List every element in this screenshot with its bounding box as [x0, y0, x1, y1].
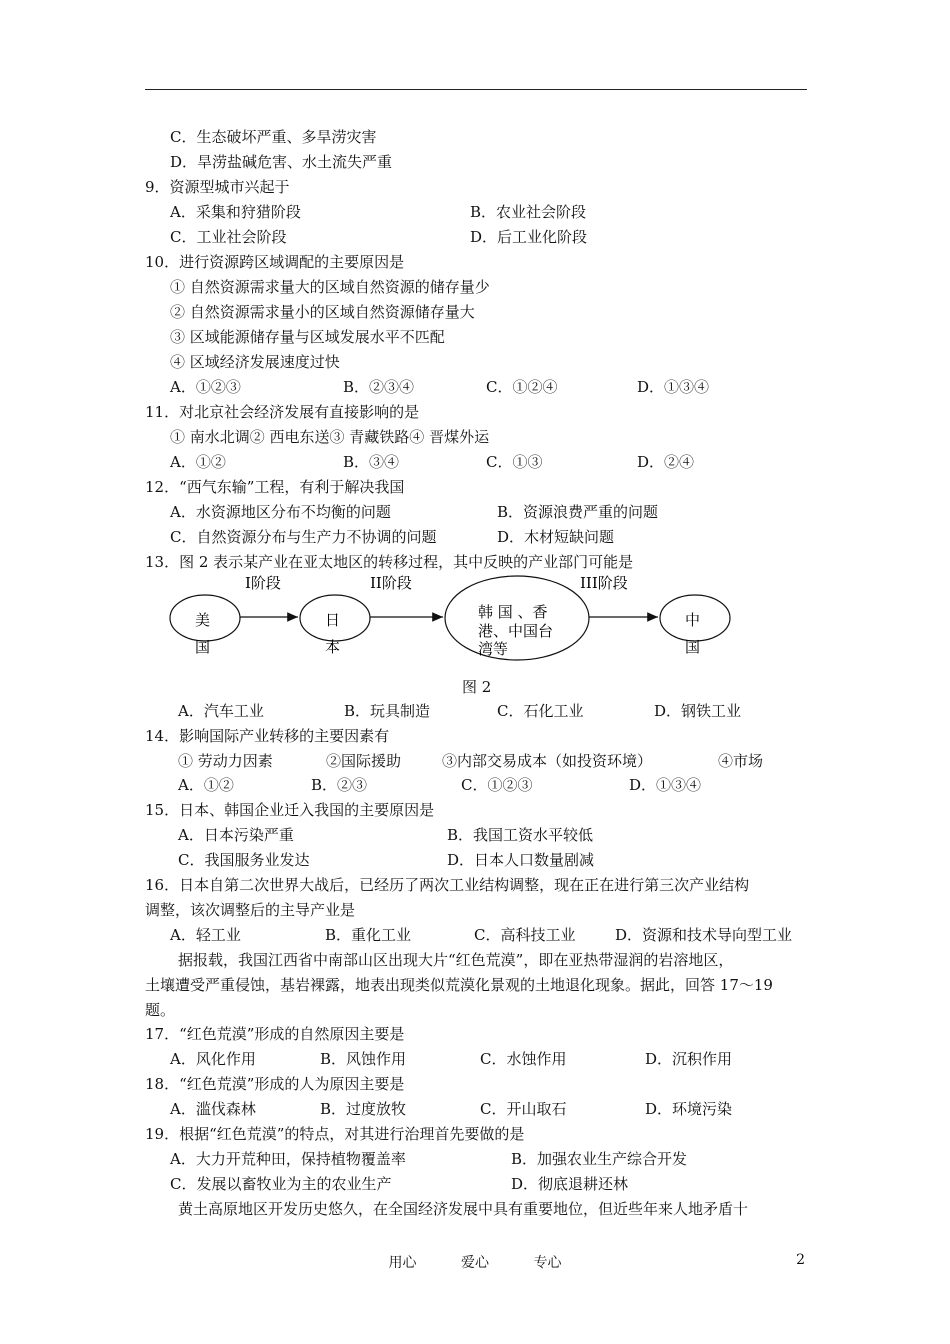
text-line: B．过度放牧: [320, 1100, 407, 1118]
node-east-asia-label-2: 港、中国台: [478, 622, 554, 640]
figure-caption: 图 2: [462, 678, 492, 696]
text-line: 题。: [145, 1001, 176, 1019]
text-line: D．彻底退耕还林: [511, 1175, 629, 1193]
text-line: D．后工业化阶段: [470, 228, 588, 246]
text-line: 调整，该次调整后的主导产业是: [145, 901, 356, 919]
text-line: 黄土高原地区开发历史悠久，在全国经济发展中具有重要地位，但近些年来人地矛盾十: [178, 1200, 749, 1218]
text-line: D．①③④: [629, 776, 702, 794]
text-line: ②国际援助: [326, 752, 402, 770]
text-line: B．③④: [343, 453, 400, 471]
text-line: 14．影响国际产业转移的主要因素有: [145, 727, 390, 745]
page-footer: [0, 1252, 950, 1272]
text-line: ① 南水北调② 西电东送③ 青藏铁路④ 晋煤外运: [170, 428, 490, 446]
node-east-asia-label-1: 韩 国 、香: [478, 603, 548, 621]
node-usa-label-2: 国: [195, 638, 211, 656]
text-line: 13．图 2 表示某产业在亚太地区的转移过程，其中反映的产业部门可能是: [145, 553, 634, 571]
text-line: C．高科技工业: [474, 926, 576, 944]
text-line: D．环境污染: [645, 1100, 733, 1118]
text-line: A．大力开荒种田，保持植物覆盖率: [170, 1150, 406, 1168]
text-line: C．①②④: [486, 378, 558, 396]
text-line: D．①③④: [637, 378, 710, 396]
text-line: C．①②③: [461, 776, 533, 794]
text-line: A．①②③: [170, 378, 241, 396]
text-line: A．①②: [170, 453, 226, 471]
text-line: 12．“西气东输”工程，有利于解决我国: [145, 478, 405, 496]
text-line: ③内部交易成本（如投资环境）: [442, 752, 653, 770]
text-line: D．②④: [637, 453, 695, 471]
text-line: B．资源浪费严重的问题: [497, 503, 659, 521]
text-line: A．日本污染严重: [178, 826, 294, 844]
node-usa-label-1: 美: [195, 611, 211, 629]
page-number: 2: [796, 1252, 805, 1268]
text-line: 17．“红色荒漠”形成的自然原因主要是: [145, 1025, 405, 1043]
text-line: D．日本人口数量剧减: [447, 851, 595, 869]
text-line: 15．日本、韩国企业迁入我国的主要原因是: [145, 801, 435, 819]
text-line: ④ 区域经济发展速度过快: [170, 353, 340, 371]
node-japan-label-1: 日: [325, 611, 341, 629]
text-line: C．自然资源分布与生产力不协调的问题: [170, 528, 437, 546]
text-line: ③ 区域能源储存量与区域发展水平不匹配: [170, 328, 445, 346]
text-line: C．工业社会阶段: [170, 228, 287, 246]
footer-text-1: 用心: [388, 1255, 417, 1271]
text-line: B．②③: [311, 776, 368, 794]
text-line: A．滥伐森林: [170, 1100, 256, 1118]
text-line: A．轻工业: [170, 926, 241, 944]
text-line: 9．资源型城市兴起于: [145, 178, 290, 196]
text-line: B．加强农业生产综合开发: [511, 1150, 688, 1168]
node-japan-label-2: 本: [325, 638, 341, 656]
text-line: ① 劳动力因素: [178, 752, 273, 770]
text-line: 19．根据“红色荒漠”的特点，对其进行治理首先要做的是: [145, 1125, 525, 1143]
text-line: 16．日本自第二次世界大战后，已经历了两次工业结构调整，现在正在进行第三次产业结构: [145, 876, 750, 894]
node-china-label-1: 中: [685, 611, 701, 629]
text-line: 10．进行资源跨区域调配的主要原因是: [145, 253, 405, 271]
text-line: D．资源和技术导向型工业: [615, 926, 793, 944]
text-line: B．风蚀作用: [320, 1050, 407, 1068]
text-line: ④市场: [718, 752, 764, 770]
header-rule: [145, 89, 807, 90]
text-line: B．我国工资水平较低: [447, 826, 594, 844]
industry-transfer-diagram: [165, 570, 745, 670]
text-line: B．重化工业: [325, 926, 412, 944]
text-line: 18．“红色荒漠”形成的人为原因主要是: [145, 1075, 405, 1093]
text-line: 土壤遭受严重侵蚀，基岩裸露，地表出现类似荒漠化景观的土地退化现象。据此，回答 17～19: [145, 976, 773, 994]
text-line: D．旱涝盐碱危害、水土流失严重: [170, 153, 393, 171]
text-line: B．玩具制造: [344, 702, 431, 720]
text-line: B．②③④: [343, 378, 415, 396]
text-line: ② 自然资源需求量小的区域自然资源储存量大: [170, 303, 475, 321]
footer-text-2: 爱心: [461, 1255, 489, 1271]
text-line: B．农业社会阶段: [470, 203, 587, 221]
text-line: A．①②: [178, 776, 234, 794]
text-line: C．发展以畜牧业为主的农业生产: [170, 1175, 392, 1193]
stage-1-label: I阶段: [245, 574, 281, 592]
node-china-label-2: 国: [685, 638, 701, 656]
text-line: A．采集和狩猎阶段: [170, 203, 301, 221]
text-line: A．水资源地区分布不均衡的问题: [170, 503, 391, 521]
text-line: A．风化作用: [170, 1050, 256, 1068]
text-line: D．钢铁工业: [654, 702, 742, 720]
text-line: D．沉积作用: [645, 1050, 733, 1068]
text-line: C．开山取石: [480, 1100, 567, 1118]
stage-3-label: III阶段: [580, 574, 628, 592]
text-line: 据报载，我国江西省中南部山区出现大片“红色荒漠”，即在亚热带湿润的岩溶地区，: [178, 951, 734, 969]
text-line: D．木材短缺问题: [497, 528, 615, 546]
text-line: C．①③: [486, 453, 543, 471]
text-line: 11．对北京社会经济发展有直接影响的是: [145, 403, 420, 421]
text-line: C．生态破坏严重、多旱涝灾害: [170, 128, 377, 146]
node-east-asia-label-3: 湾等: [478, 640, 509, 658]
text-line: C．石化工业: [497, 702, 584, 720]
text-line: ① 自然资源需求量大的区域自然资源的储存量少: [170, 278, 490, 296]
text-line: C．我国服务业发达: [178, 851, 310, 869]
text-line: A．汽车工业: [178, 702, 264, 720]
text-line: C．水蚀作用: [480, 1050, 567, 1068]
footer-text-3: 专心: [533, 1255, 562, 1271]
stage-2-label: II阶段: [370, 574, 412, 592]
